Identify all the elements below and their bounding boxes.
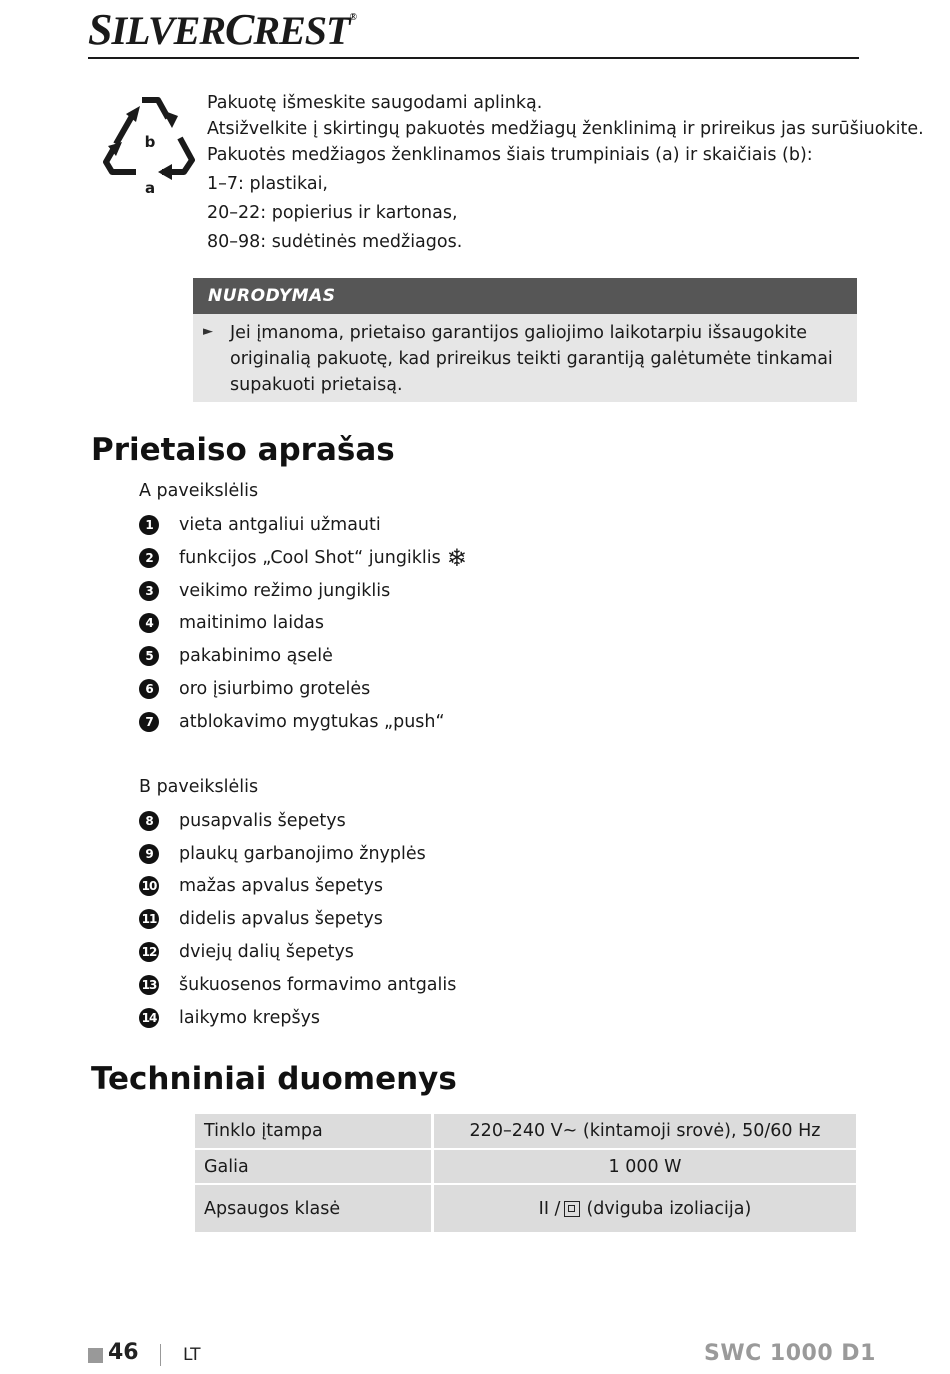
protection-class-roman: II / — [538, 1198, 561, 1219]
item-text: veikimo režimo jungiklis — [179, 580, 391, 601]
item-text: vieta antgaliui užmauti — [179, 514, 381, 535]
table-cell-label: Tinklo įtampa — [195, 1114, 431, 1148]
recycling-symbol-icon — [102, 92, 198, 196]
list-item — [139, 639, 333, 672]
brand-logo: SILVERCREST® — [88, 5, 356, 54]
list-item — [139, 1001, 320, 1034]
note-text: Jei įmanoma, prietaiso garantijos galiojimo laikotarpiu išsaugokite originalią pakuotę, kad prireikus teikti garantiją galėtumėte tinkamai supakuoti prietaisą. — [230, 323, 833, 395]
item-text: mažas apvalus šepetys — [179, 875, 384, 896]
list-item — [139, 804, 346, 837]
note-title: NURODYMAS — [208, 286, 336, 306]
recycle-line: 20–22: popierius ir kartonas, — [207, 203, 458, 223]
recycle-line: Atsižvelkite į skirtingų pakuotės medžiagų ženklinimą ir prireikus jas surūšiuokite. — [207, 119, 924, 139]
list-item — [139, 869, 383, 902]
note-header — [193, 278, 857, 314]
section-heading-technical: Techniniai duomenys — [91, 1061, 457, 1097]
figure-b-label: B paveikslėlis — [139, 777, 259, 797]
recycle-line: Pakuotę išmeskite saugodami aplinką. — [207, 93, 543, 113]
list-item — [139, 541, 467, 574]
item-number: 9 — [139, 844, 159, 864]
table-row — [195, 1114, 856, 1148]
figure-a-label: A paveikslėlis — [139, 481, 259, 501]
list-item — [139, 837, 426, 870]
snowflake-icon: ❄ — [446, 543, 467, 572]
item-number: 12 — [139, 942, 159, 962]
table-row — [195, 1150, 856, 1183]
item-number: 4 — [139, 613, 159, 633]
recycle-line: Pakuotės medžiagos ženklinamos šiais trumpiniais (a) ir skaičiais (b): — [207, 145, 813, 165]
item-number: 13 — [139, 975, 159, 995]
item-number: 2 — [139, 548, 159, 568]
item-number: 8 — [139, 811, 159, 831]
table-cell-label: Apsaugos klasė — [195, 1185, 431, 1232]
recycle-letter-a: a — [144, 179, 156, 196]
table-cell-value: 220–240 V~ (kintamoji srovė), 50/60 Hz — [434, 1114, 856, 1148]
page-number: 46 — [108, 1340, 139, 1365]
header-rule — [88, 57, 859, 59]
item-text: pusapvalis šepetys — [179, 810, 346, 831]
table-cell-value: 1 000 W — [434, 1150, 856, 1183]
item-text: funkcijos „Cool Shot“ jungiklis — [179, 547, 441, 568]
list-item — [139, 672, 370, 705]
item-number: 14 — [139, 1008, 159, 1028]
item-number: 1 — [139, 515, 159, 535]
table-cell-value — [434, 1185, 856, 1232]
item-text: maitinimo laidas — [179, 612, 325, 633]
list-item — [139, 902, 383, 935]
double-insulation-icon — [564, 1201, 580, 1217]
item-text: oro įsiurbimo grotelės — [179, 678, 371, 699]
language-code: LT — [183, 1345, 201, 1365]
item-text: dviejų dalių šepetys — [179, 941, 354, 962]
protection-class-text: (dviguba izoliacija) — [586, 1198, 752, 1219]
list-item — [139, 508, 381, 541]
item-text: laikymo krepšys — [179, 1007, 321, 1028]
item-text: pakabinimo ąselė — [179, 645, 333, 666]
item-text: šukuosenos formavimo antgalis — [179, 974, 457, 995]
list-item — [139, 935, 354, 968]
list-item — [139, 606, 324, 639]
item-number: 10 — [139, 876, 159, 896]
item-number: 7 — [139, 712, 159, 732]
footer-square-icon — [88, 1348, 103, 1363]
recycle-line: 80–98: sudėtinės medžiagos. — [207, 232, 463, 252]
item-number: 6 — [139, 679, 159, 699]
recycle-instructions — [207, 90, 924, 255]
table-cell-label: Galia — [195, 1150, 431, 1183]
item-text: plaukų garbanojimo žnyplės — [179, 843, 426, 864]
recycle-line: 1–7: plastikai, — [207, 174, 328, 194]
arrow-right-icon: ► — [203, 324, 213, 339]
item-text: atblokavimo mygtukas „push“ — [179, 711, 445, 732]
note-box — [193, 278, 857, 402]
item-number: 3 — [139, 581, 159, 601]
list-item — [139, 968, 456, 1001]
item-text: didelis apvalus šepetys — [179, 908, 383, 929]
recycle-letter-b: b — [144, 133, 156, 151]
table-row — [195, 1185, 856, 1232]
model-number: SWC 1000 D1 — [704, 1341, 876, 1366]
list-item — [139, 574, 390, 607]
section-heading-description: Prietaiso aprašas — [91, 432, 395, 468]
item-number: 11 — [139, 909, 159, 929]
item-number: 5 — [139, 646, 159, 666]
list-item — [139, 705, 445, 738]
footer-divider — [160, 1344, 161, 1366]
